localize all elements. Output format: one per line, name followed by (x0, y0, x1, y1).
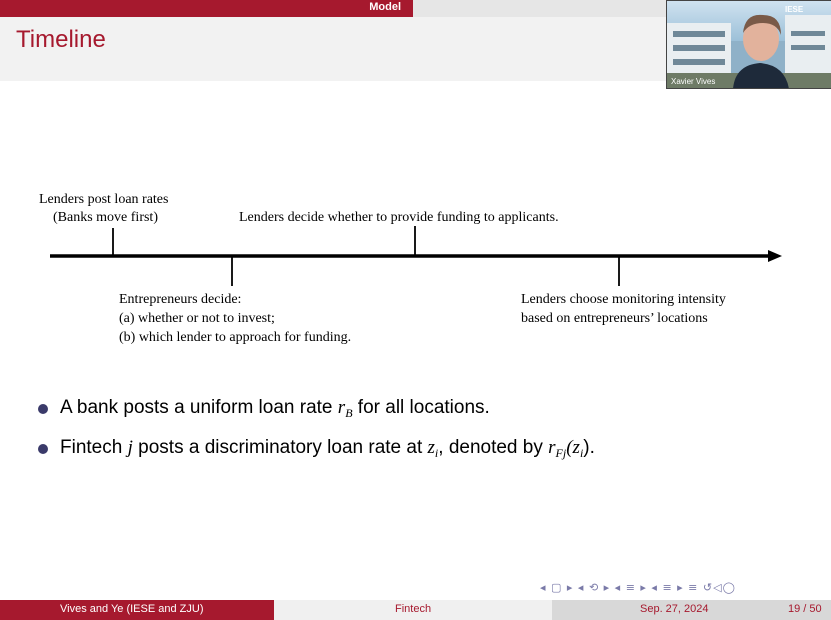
math-subscript: Fj (555, 446, 567, 460)
bullet-item-fintech (38, 436, 595, 476)
event-funding-decision: Lenders decide whether to provide funding to applicants. (239, 210, 559, 225)
math-var: (z (566, 437, 580, 458)
event-monitoring-line1: Lenders choose monitoring intensity (521, 292, 726, 307)
bullet-list (38, 396, 595, 476)
math-var: z (427, 437, 435, 458)
bullet-text: , denoted by (438, 437, 549, 458)
math-var: r (337, 397, 346, 418)
math-subscript: i (434, 446, 439, 460)
footer-title-section (274, 600, 552, 620)
footer-date: Sep. 27, 2024 (640, 603, 709, 615)
bullet-text: for all locations. (352, 397, 490, 418)
event-entrepreneurs-line2: (a) whether or not to invest; (119, 311, 275, 326)
iese-logo: IESE (785, 5, 804, 14)
bullet-text: posts a discriminatory loan rate at (132, 437, 428, 458)
beamer-navigation-icons[interactable]: ◂ ▢ ▸ ◂ ⟲ ▸ ◂ ≡ ▸ ◂ ≡ ▸ ≡ ↺◁◯ (540, 581, 736, 594)
participant-name: Xavier Vives (671, 77, 716, 86)
footer-page-number: 19 / 50 (788, 603, 822, 615)
slide-title: Timeline (16, 26, 106, 53)
event-entrepreneurs-line3: (b) which lender to approach for funding. (119, 330, 352, 345)
math-var: r (548, 437, 556, 458)
math-subscript: i (579, 446, 584, 460)
event-monitoring-line2: based on entrepreneurs’ locations (521, 311, 708, 326)
bullet-icon (38, 404, 48, 414)
footer-short-title: Fintech (395, 603, 432, 615)
timeline-arrowhead (768, 250, 782, 262)
bullet-icon (38, 444, 48, 454)
math-subscript: B (345, 406, 353, 420)
section-label[interactable]: Model (369, 1, 401, 13)
event-entrepreneurs-line1: Entrepreneurs decide: (119, 292, 242, 307)
event-post-rates-line1: Lenders post loan rates (39, 192, 169, 207)
footer-bar (0, 600, 831, 620)
event-post-rates-line2: (Banks move first) (53, 210, 158, 225)
footer-authors: Vives and Ye (IESE and ZJU) (60, 603, 204, 615)
footer-authors-section (0, 600, 274, 620)
bullet-text: ). (583, 437, 595, 458)
footer-date-section (552, 600, 831, 620)
math-var: j (127, 437, 133, 458)
bullet-item-bank (38, 396, 595, 436)
bullet-text: Fintech (60, 437, 128, 458)
bullet-text: A bank posts a uniform loan rate (60, 397, 338, 418)
